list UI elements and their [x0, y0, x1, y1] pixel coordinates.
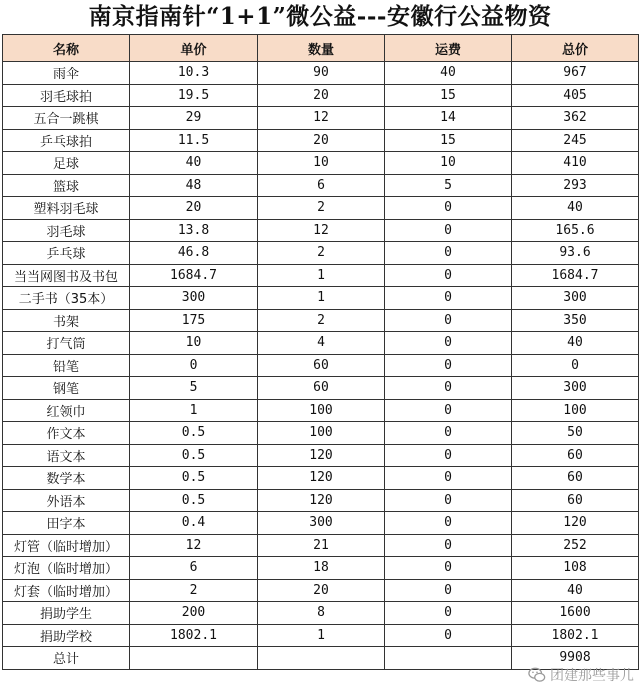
- shipping-cell: [385, 647, 512, 670]
- shipping-cell: 0: [385, 602, 512, 625]
- quantity-cell: 100: [258, 399, 385, 422]
- total-cell: 108: [512, 557, 639, 580]
- total-cell: 967: [512, 62, 639, 85]
- item-name-cell: 灯管（临时增加）: [3, 534, 130, 557]
- shipping-cell: 0: [385, 444, 512, 467]
- quantity-cell: 12: [258, 107, 385, 130]
- quantity-cell: 120: [258, 467, 385, 490]
- unit-price-cell: 10: [130, 332, 258, 355]
- table-row: [3, 444, 639, 467]
- total-cell: 60: [512, 489, 639, 512]
- total-cell: 0: [512, 354, 639, 377]
- unit-price-cell: 13.8: [130, 219, 258, 242]
- total-cell: 40: [512, 332, 639, 355]
- unit-price-cell: 40: [130, 152, 258, 175]
- unit-price-cell: 11.5: [130, 129, 258, 152]
- item-name-cell: 塑料羽毛球: [3, 197, 130, 220]
- table-row: [3, 129, 639, 152]
- table-row: [3, 174, 639, 197]
- total-cell: 93.6: [512, 242, 639, 265]
- item-name-cell: 二手书（35本）: [3, 287, 130, 310]
- quantity-cell: 90: [258, 62, 385, 85]
- shipping-cell: 0: [385, 332, 512, 355]
- item-name-cell: 红领巾: [3, 399, 130, 422]
- quantity-cell: 60: [258, 377, 385, 400]
- shipping-cell: 0: [385, 557, 512, 580]
- shipping-cell: 0: [385, 219, 512, 242]
- item-name-cell: 语文本: [3, 444, 130, 467]
- unit-price-cell: 0.5: [130, 444, 258, 467]
- item-name-cell: 总计: [3, 647, 130, 670]
- item-name-cell: 灯套（临时增加）: [3, 579, 130, 602]
- quantity-cell: [258, 647, 385, 670]
- shipping-cell: 0: [385, 422, 512, 445]
- total-cell: 1802.1: [512, 624, 639, 647]
- watermark-text: 团建那些事儿: [550, 668, 634, 684]
- item-name-cell: 数学本: [3, 467, 130, 490]
- total-cell: 40: [512, 579, 639, 602]
- total-cell: 100: [512, 399, 639, 422]
- quantity-cell: 8: [258, 602, 385, 625]
- col-header-unit-price: 单价: [130, 35, 258, 62]
- table-row: [3, 422, 639, 445]
- item-name-cell: 捐助学校: [3, 624, 130, 647]
- total-cell: 245: [512, 129, 639, 152]
- unit-price-cell: 19.5: [130, 84, 258, 107]
- shipping-cell: 10: [385, 152, 512, 175]
- quantity-cell: 100: [258, 422, 385, 445]
- table-row: [3, 332, 639, 355]
- table-row: [3, 399, 639, 422]
- item-name-cell: 书架: [3, 309, 130, 332]
- unit-price-cell: 2: [130, 579, 258, 602]
- shipping-cell: 0: [385, 624, 512, 647]
- quantity-cell: 2: [258, 309, 385, 332]
- unit-price-cell: 0.5: [130, 489, 258, 512]
- quantity-cell: 1: [258, 624, 385, 647]
- unit-price-cell: 12: [130, 534, 258, 557]
- quantity-cell: 2: [258, 197, 385, 220]
- total-cell: 60: [512, 467, 639, 490]
- table-row: [3, 489, 639, 512]
- quantity-cell: 6: [258, 174, 385, 197]
- table-row: [3, 152, 639, 175]
- total-cell: 300: [512, 287, 639, 310]
- table-row: [3, 219, 639, 242]
- table-row: [3, 62, 639, 85]
- quantity-cell: 4: [258, 332, 385, 355]
- shipping-cell: 0: [385, 467, 512, 490]
- header-row: [3, 35, 639, 62]
- shipping-cell: 0: [385, 287, 512, 310]
- quantity-cell: 20: [258, 84, 385, 107]
- shipping-cell: 0: [385, 354, 512, 377]
- item-name-cell: 田字本: [3, 512, 130, 535]
- table-row: [3, 354, 639, 377]
- shipping-cell: 0: [385, 264, 512, 287]
- table-row: [3, 84, 639, 107]
- shipping-cell: 5: [385, 174, 512, 197]
- quantity-cell: 120: [258, 489, 385, 512]
- total-cell: 362: [512, 107, 639, 130]
- unit-price-cell: 6: [130, 557, 258, 580]
- quantity-cell: 10: [258, 152, 385, 175]
- item-name-cell: 足球: [3, 152, 130, 175]
- item-name-cell: 作文本: [3, 422, 130, 445]
- unit-price-cell: 1: [130, 399, 258, 422]
- quantity-cell: 120: [258, 444, 385, 467]
- shipping-cell: 0: [385, 309, 512, 332]
- total-cell: 40: [512, 197, 639, 220]
- total-cell: 1684.7: [512, 264, 639, 287]
- shipping-cell: 0: [385, 489, 512, 512]
- table-row: [3, 197, 639, 220]
- total-cell: 410: [512, 152, 639, 175]
- quantity-cell: 1: [258, 287, 385, 310]
- unit-price-cell: 0.4: [130, 512, 258, 535]
- page-title: 南京指南针“1+1”微公益---安徽行公益物资: [88, 3, 552, 30]
- table-row: [3, 534, 639, 557]
- quantity-cell: 300: [258, 512, 385, 535]
- shipping-cell: 0: [385, 512, 512, 535]
- table-row: [3, 467, 639, 490]
- shipping-cell: 15: [385, 129, 512, 152]
- table-row: [3, 579, 639, 602]
- shipping-cell: 14: [385, 107, 512, 130]
- table-row: [3, 287, 639, 310]
- total-cell: 60: [512, 444, 639, 467]
- unit-price-cell: 10.3: [130, 62, 258, 85]
- unit-price-cell: 0: [130, 354, 258, 377]
- table-row: [3, 107, 639, 130]
- quantity-cell: 18: [258, 557, 385, 580]
- item-name-cell: 捐助学生: [3, 602, 130, 625]
- table-row: [3, 512, 639, 535]
- item-name-cell: 五合一跳棋: [3, 107, 130, 130]
- item-name-cell: 乒乓球: [3, 242, 130, 265]
- quantity-cell: 1: [258, 264, 385, 287]
- total-cell: 300: [512, 377, 639, 400]
- col-header-shipping: 运费: [385, 35, 512, 62]
- item-name-cell: 打气筒: [3, 332, 130, 355]
- item-name-cell: 外语本: [3, 489, 130, 512]
- quantity-cell: 21: [258, 534, 385, 557]
- total-cell: 293: [512, 174, 639, 197]
- unit-price-cell: 1684.7: [130, 264, 258, 287]
- shipping-cell: 0: [385, 399, 512, 422]
- total-cell: 50: [512, 422, 639, 445]
- unit-price-cell: 48: [130, 174, 258, 197]
- shipping-cell: 0: [385, 534, 512, 557]
- col-header-name: 名称: [3, 35, 130, 62]
- shipping-cell: 15: [385, 84, 512, 107]
- quantity-cell: 2: [258, 242, 385, 265]
- shipping-cell: 40: [385, 62, 512, 85]
- table-row: [3, 242, 639, 265]
- total-cell: 405: [512, 84, 639, 107]
- watermark: [528, 664, 634, 686]
- col-header-total: 总价: [512, 35, 639, 62]
- shipping-cell: 0: [385, 197, 512, 220]
- total-cell: 252: [512, 534, 639, 557]
- total-cell: 165.6: [512, 219, 639, 242]
- table-row: [3, 264, 639, 287]
- quantity-cell: 20: [258, 579, 385, 602]
- unit-price-cell: 46.8: [130, 242, 258, 265]
- total-cell: 350: [512, 309, 639, 332]
- unit-price-cell: 5: [130, 377, 258, 400]
- unit-price-cell: 29: [130, 107, 258, 130]
- item-name-cell: 铅笔: [3, 354, 130, 377]
- supplies-table: [2, 34, 639, 670]
- item-name-cell: 灯泡（临时增加）: [3, 557, 130, 580]
- unit-price-cell: 0.5: [130, 422, 258, 445]
- unit-price-cell: 1802.1: [130, 624, 258, 647]
- item-name-cell: 羽毛球拍: [3, 84, 130, 107]
- quantity-cell: 12: [258, 219, 385, 242]
- unit-price-cell: 200: [130, 602, 258, 625]
- quantity-cell: 20: [258, 129, 385, 152]
- table-row: [3, 377, 639, 400]
- item-name-cell: 乒乓球拍: [3, 129, 130, 152]
- item-name-cell: 篮球: [3, 174, 130, 197]
- quantity-cell: 60: [258, 354, 385, 377]
- unit-price-cell: 20: [130, 197, 258, 220]
- total-cell: 9908: [512, 647, 639, 670]
- wechat-icon: [528, 666, 546, 684]
- table-row: [3, 602, 639, 625]
- unit-price-cell: 300: [130, 287, 258, 310]
- table-row: [3, 557, 639, 580]
- item-name-cell: 羽毛球: [3, 219, 130, 242]
- total-cell: 1600: [512, 602, 639, 625]
- shipping-cell: 0: [385, 377, 512, 400]
- item-name-cell: 钢笔: [3, 377, 130, 400]
- unit-price-cell: [130, 647, 258, 670]
- unit-price-cell: 175: [130, 309, 258, 332]
- shipping-cell: 0: [385, 242, 512, 265]
- unit-price-cell: 0.5: [130, 467, 258, 490]
- table-row: [3, 309, 639, 332]
- item-name-cell: 当当网图书及书包: [3, 264, 130, 287]
- table-row: [3, 624, 639, 647]
- col-header-quantity: 数量: [258, 35, 385, 62]
- shipping-cell: 0: [385, 579, 512, 602]
- item-name-cell: 雨伞: [3, 62, 130, 85]
- total-cell: 120: [512, 512, 639, 535]
